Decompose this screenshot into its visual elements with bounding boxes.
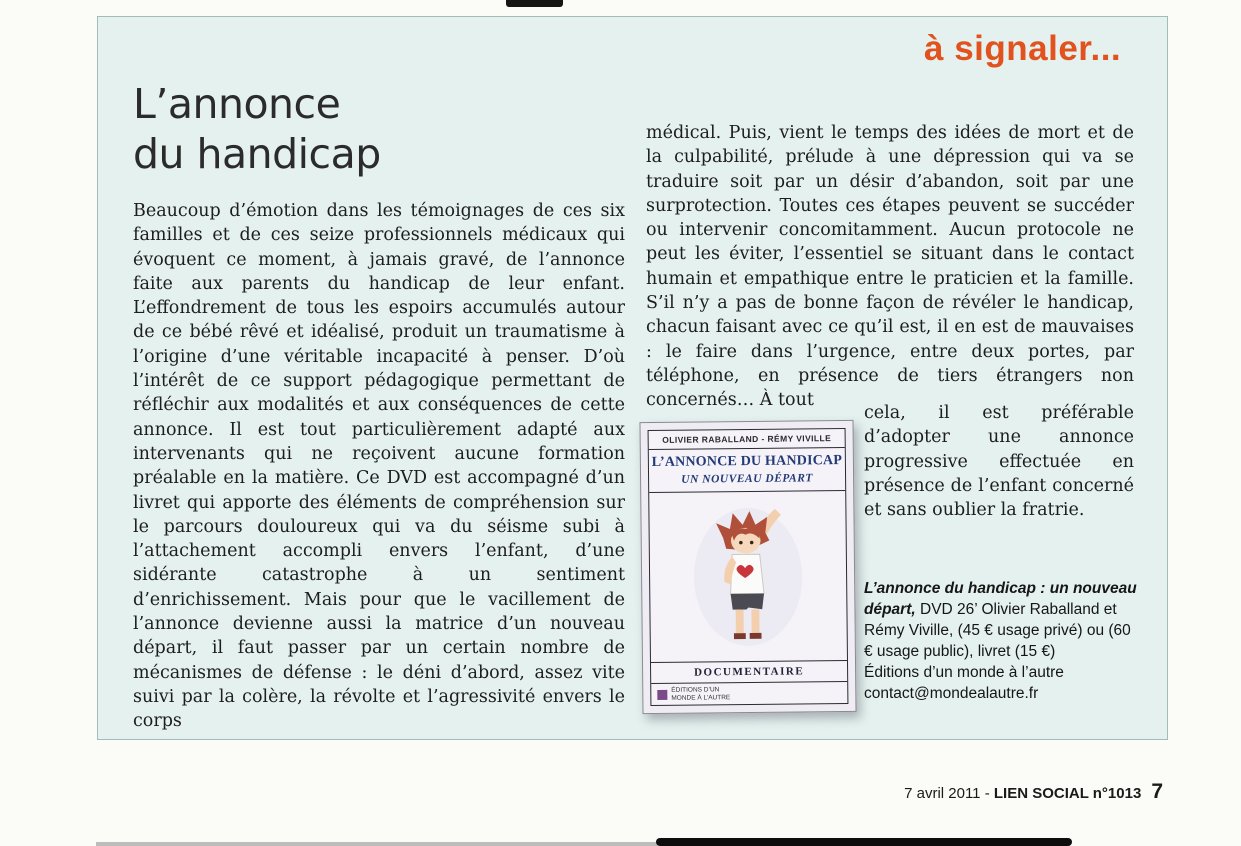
dvd-cover-authors: OLIVIER RABALLAND - RÉMY VIVILLE [649, 429, 845, 450]
dvd-cover-subtitle: UN NOUVEAU DÉPART [681, 472, 813, 486]
scan-artifact-bottom-gray [96, 842, 658, 846]
dvd-cover [639, 420, 856, 714]
caption-contact: contact@mondealautre.fr [864, 685, 1039, 702]
section-label: à signaler... [924, 29, 1122, 68]
dvd-cover-title: L’ANNONCE DU HANDICAP [651, 453, 843, 471]
article-panel [97, 16, 1168, 740]
girl-drawing-illustration [688, 502, 808, 651]
dvd-cover-illustration [649, 491, 847, 662]
caption-details: DVD 26’ Olivier Raballand et Rémy Viville, (45 € usage privé) ou (60 € usage public), livret (15 €) [864, 601, 1131, 660]
dvd-cover-genre: DOCUMENTAIRE [651, 660, 847, 684]
article-left-column: Beaucoup d’émotion dans les témoignages de ces six familles et de ces seize professionnels médicaux qui évoquent ce moment, à jamais gravé, de l’annonce faite aux parents du handicap de leur enfant. L’effondrement de tous les espoirs accumulés autour de ce bébé rêvé et idéalisé, produit un traumatisme à l’origine d’une véritable incapacité à penser. D’où l’intérêt de ce support pédagogique permettant de réfléchir aux modalités et aux conséquences de cette annonce. Il est tout particulièrement adapté aux intervenants qui ne reçoivent aucune formation préalable en la matière. Ce DVD est accompagné d’un livret qui apporte des éléments de compréhension sur le parcours douloureux qui va du séisme subi à l’attachement accompli envers l’enfant, d’une sidérante catastrophe à un sentiment d’enrichissement. Mais pour que le vacillement de l’annonce devienne aussi la matrice d’un nouveau départ, il faut passer par un certain nombre de mécanismes de défense : le déni d’abord, assez vite suivi par la colère, la révolte et l’agressivité envers le corps [133, 201, 625, 732]
article-right-column: médical. Puis, vient le temps des idées de mort et de la culpabilité, prélude à une dépression qui va se traduire soit par un désir d’abandon, soit par une surprotection. Toutes ces étapes peuvent se succéder ou intervenir concomitamment. Aucun protocole ne peut les éviter, l’essentiel se situant dans le contact humain et empathique entre le praticien et la famille. S’il n’y a pas de bonne façon de révéler le handicap, chacun faisant avec ce qu’il est, il en est de mauvaises : le faire dans l’urgence, entre deux portes, par téléphone, en présence de tiers étrangers non concernés… À tout [646, 123, 1134, 411]
dvd-caption [864, 578, 1142, 704]
article-title-line1: L’annonce [133, 80, 341, 128]
dvd-cover-publisher: ÉDITIONS D’UN MONDE À L’AUTRE [671, 686, 731, 702]
article-title [133, 79, 381, 179]
dvd-cover-publisher-block [651, 682, 847, 705]
scan-artifact-top [506, 0, 563, 7]
caption-publisher: Éditions d’un monde à l’autre [864, 664, 1064, 681]
publisher-logo-icon [657, 689, 667, 699]
article-title-line2: du handicap [133, 130, 381, 178]
article-right-column-wrap: cela, il est préférable d’adopter une annonce progressive effectuée en présence de l’enfant concerné et sans oublier la fratrie. [864, 403, 1134, 521]
scan-artifact-bottom-dark [656, 838, 1072, 846]
footer-journal-name: LIEN SOCIAL n°1013 [993, 785, 1142, 802]
dvd-cover-frame [648, 428, 849, 706]
caption-title: L’annonce du handicap : un nouveau départ, [864, 580, 1137, 618]
dvd-cover-title-block [649, 448, 845, 493]
footer-date: 7 avril 2011 [904, 785, 981, 802]
footer-separator: - [980, 785, 994, 802]
page-footer [904, 780, 1163, 804]
footer-page-number: 7 [1151, 780, 1163, 803]
